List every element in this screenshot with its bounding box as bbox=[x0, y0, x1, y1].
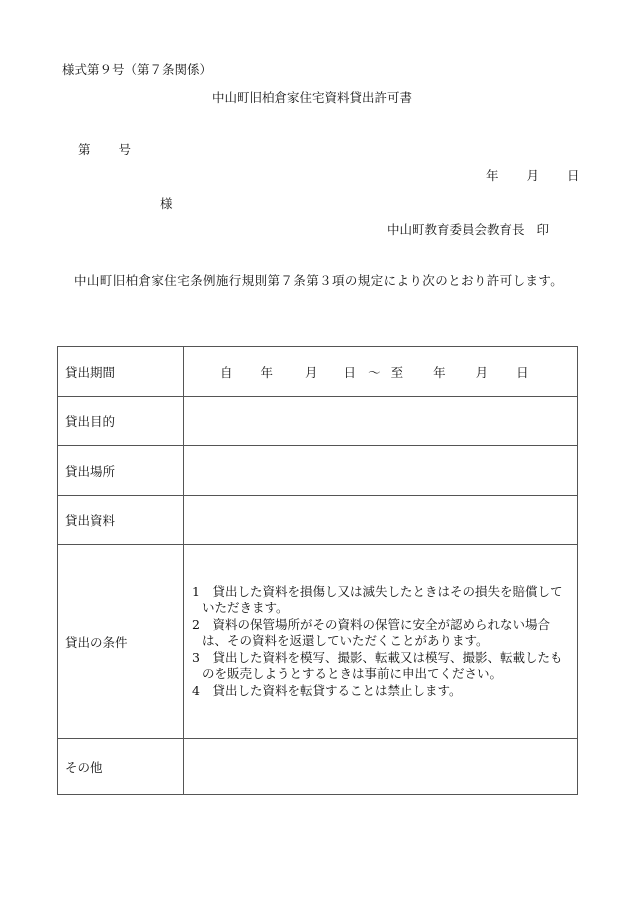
form-number: 様式第９号（第７条関係） bbox=[62, 62, 213, 77]
document-title: 中山町旧柏倉家住宅資料貸出許可書 bbox=[212, 90, 413, 105]
table-row bbox=[58, 496, 578, 545]
table-row bbox=[58, 739, 578, 795]
table-row bbox=[58, 446, 578, 496]
conditions-list bbox=[192, 584, 577, 700]
condition-item: 2 資料の保管場所がその資料の保管に安全が認められない場合は、その資料を返還していただくことがあります。 bbox=[192, 616, 550, 649]
condition-item: 3 貸出した資料を模写、撮影、転載又は模写、撮影、転載したものを販売しようとするときは事前に申出てください。 bbox=[192, 649, 563, 682]
period-year1: 年 bbox=[260, 364, 274, 380]
period-label: 貸出期間 bbox=[58, 347, 184, 397]
table-row bbox=[58, 347, 578, 397]
material-label: 貸出資料 bbox=[58, 496, 184, 545]
period-day1: 日 bbox=[343, 364, 357, 380]
period-day2: 日 bbox=[516, 364, 529, 380]
issue-date-line bbox=[486, 166, 580, 184]
date-year: 年 bbox=[486, 168, 499, 183]
date-day: 日 bbox=[567, 168, 580, 183]
period-from: 自 bbox=[220, 364, 233, 380]
number-prefix: 第 bbox=[78, 142, 91, 157]
place-value bbox=[184, 446, 578, 496]
purpose-value bbox=[184, 397, 578, 446]
material-value bbox=[184, 496, 578, 545]
issuer-line bbox=[387, 220, 549, 238]
table-row bbox=[58, 545, 578, 739]
period-month2: 月 bbox=[475, 364, 489, 380]
conditions-value bbox=[184, 545, 578, 739]
addressee-line: 様 bbox=[160, 196, 173, 211]
period-year2: 年 bbox=[433, 364, 446, 380]
permit-detail-table bbox=[57, 346, 578, 795]
permit-number-line bbox=[78, 140, 131, 158]
other-label: その他 bbox=[58, 739, 184, 795]
period-tilde: ～ bbox=[368, 364, 381, 380]
conditions-label: 貸出の条件 bbox=[58, 545, 184, 739]
table-row bbox=[58, 397, 578, 446]
number-suffix: 号 bbox=[118, 142, 132, 157]
place-label: 貸出場所 bbox=[58, 446, 184, 496]
purpose-label: 貸出目的 bbox=[58, 397, 184, 446]
condition-item: 1 貸出した資料を損傷し又は滅失したときはその損失を賠償していただきます。 bbox=[192, 583, 563, 616]
period-to: 至 bbox=[390, 364, 404, 380]
date-month: 月 bbox=[526, 168, 540, 183]
period-month1: 月 bbox=[305, 364, 318, 380]
issuer-seal: 印 bbox=[536, 222, 550, 237]
other-value bbox=[184, 739, 578, 795]
permit-body-text: 中山町旧柏倉家住宅条例施行規則第７条第３項の規定により次のとおり許可します。 bbox=[74, 273, 564, 288]
issuer-name: 中山町教育委員会教育長 bbox=[387, 222, 525, 237]
period-value bbox=[184, 347, 578, 397]
condition-item: 4 貸出した資料を転貸することは禁止します。 bbox=[192, 682, 462, 698]
